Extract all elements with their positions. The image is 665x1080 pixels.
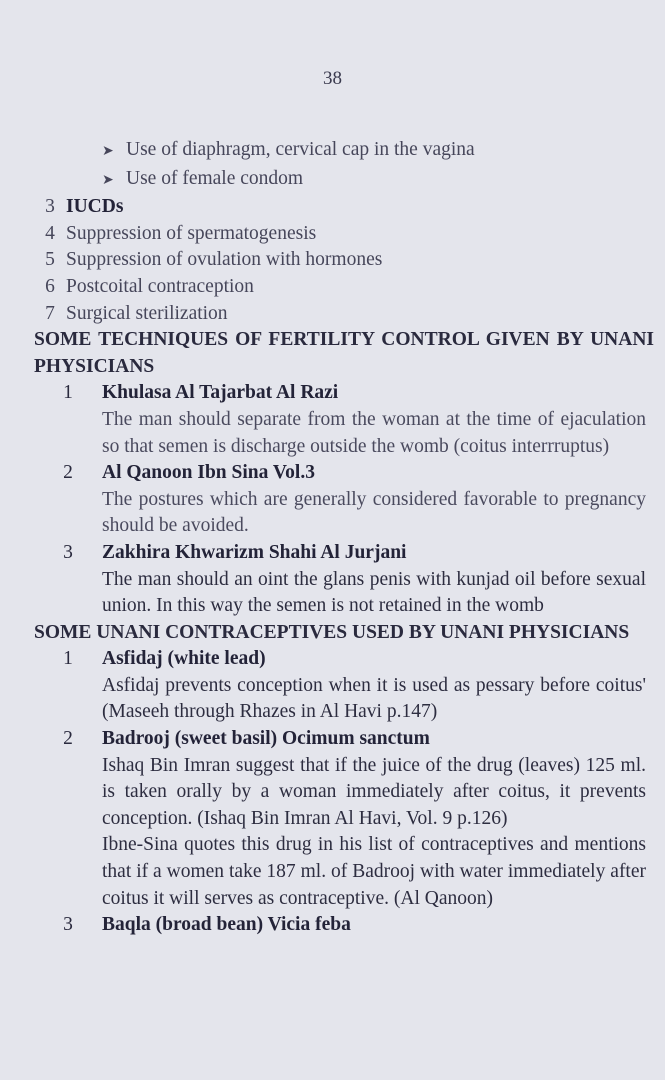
contraceptive-item (34, 646, 654, 726)
method-text: Surgical sterilization (66, 302, 228, 324)
bullet-item (34, 137, 654, 166)
page-content (34, 137, 654, 939)
method-number: 3 (45, 196, 55, 218)
arrow-bullet-icon: ➤ (102, 144, 114, 159)
item-title: Al Qanoon Ibn Sina Vol.3 (102, 462, 315, 484)
page-number: 38 (323, 68, 342, 89)
bullet-text: Use of diaphragm, cervical cap in the vagina (126, 139, 475, 160)
item-text: The man should separate from the woman at the time of ejaculation so that semen is discharge outside the womb (coitus interrruptus) (102, 408, 646, 457)
item-title: Baqla (broad bean) Vicia feba (102, 914, 351, 936)
technique-item (34, 380, 654, 460)
method-item (34, 274, 654, 301)
item-number: 2 (63, 462, 73, 484)
method-text: Suppression of ovulation with hormones (66, 249, 383, 271)
item-title: Asfidaj (white lead) (102, 648, 266, 670)
item-number: 3 (63, 541, 73, 563)
method-number: 6 (45, 275, 55, 297)
method-number: 5 (45, 249, 55, 271)
item-text: Ishaq Bin Imran suggest that if the juice of the drug (leaves) 125 ml. is taken orally by a woman immediately after coitus, it prevents conception. (Ishaq Bin Imran Al Havi, Vol. 9 p.126) (102, 754, 646, 829)
section-heading: SOME TECHNIQUES OF FERTILITY CONTROL GIVEN BY UNANI PHYSICIANS (34, 329, 654, 377)
item-number: 2 (63, 728, 73, 750)
item-text: The man should an oint the glans penis with kunjad oil before sexual union. In this way the semen is not retained in the womb (102, 568, 646, 617)
technique-item (34, 540, 654, 620)
method-text: Postcoital contraception (66, 275, 254, 297)
method-item (34, 301, 654, 328)
method-text: Suppression of spermatogenesis (66, 222, 317, 244)
item-number: 1 (63, 648, 73, 670)
item-text: The postures which are generally considered favorable to pregnancy should be avoided. (102, 488, 646, 537)
technique-item (34, 460, 654, 540)
contraceptive-item (34, 912, 654, 939)
arrow-bullet-icon: ➤ (102, 172, 114, 188)
method-item (34, 194, 654, 221)
item-number: 1 (63, 382, 73, 404)
contraceptive-item (34, 726, 654, 912)
section-heading: SOME UNANI CONTRACEPTIVES USED BY UNANI PHYSICIANS (34, 621, 630, 643)
method-item (34, 247, 654, 274)
item-title: Khulasa Al Tajarbat Al Razi (102, 382, 339, 404)
item-text: Asfidaj prevents conception when it is used as pessary before coitus' (Maseeh through Rhazes in Al Havi p.147) (102, 674, 646, 723)
item-title: Zakhira Khwarizm Shahi Al Jurjani (102, 541, 407, 563)
method-item (34, 221, 654, 248)
method-number: 4 (45, 222, 55, 244)
item-text: Ibne-Sina quotes this drug in his list of contraceptives and mentions that if a women take 187 ml. of Badrooj with water immediately after coitus it will serves as contraceptive. (Al Qanoon) (102, 834, 646, 909)
method-number: 7 (45, 302, 55, 324)
item-number: 3 (63, 914, 73, 936)
method-text: IUCDs (66, 196, 124, 218)
bullet-text: Use of female condom (126, 167, 304, 189)
bullet-item (34, 166, 654, 195)
item-title: Badrooj (sweet basil) Ocimum sanctum (102, 728, 430, 750)
